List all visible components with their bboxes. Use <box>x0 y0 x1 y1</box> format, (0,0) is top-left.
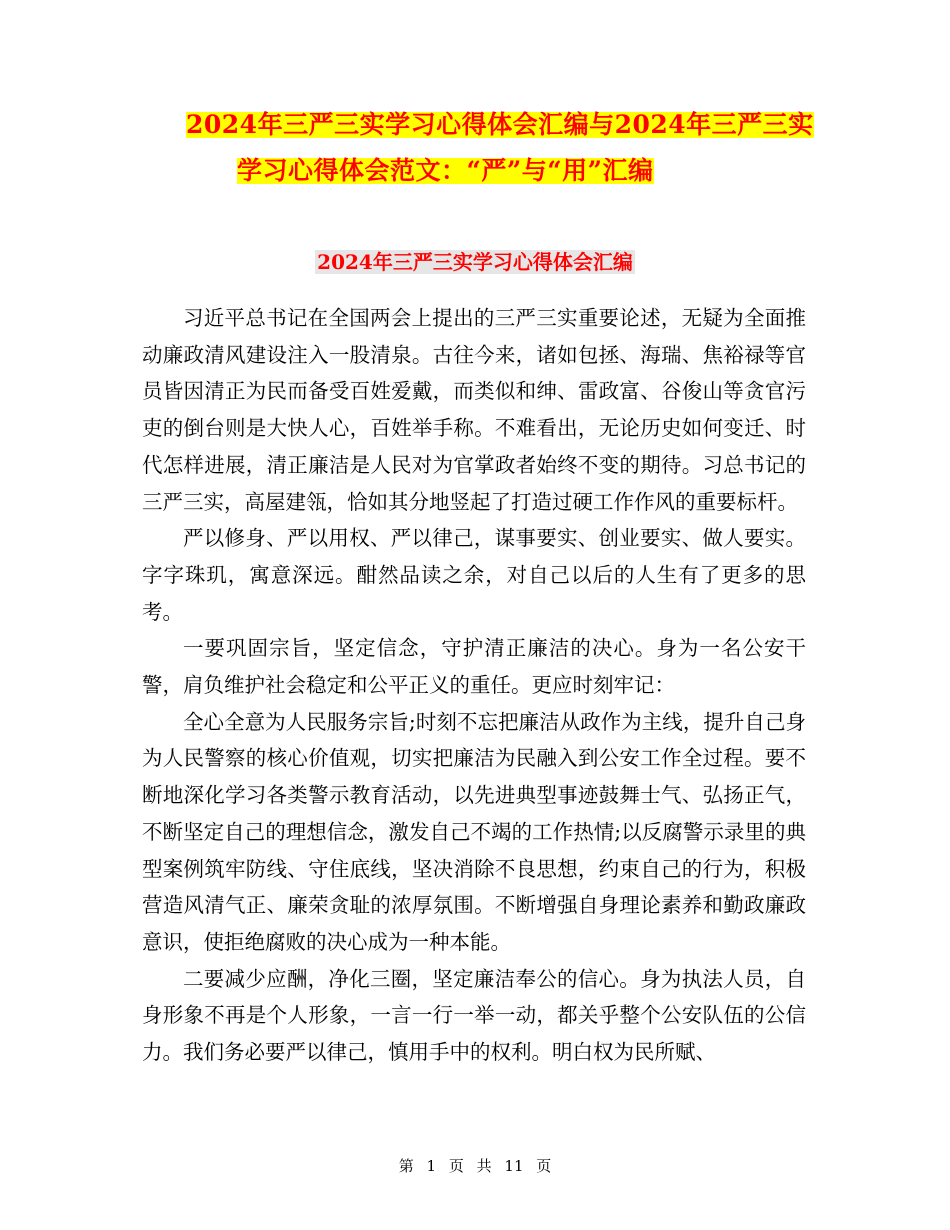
footer-total-unit: 页 <box>536 1157 552 1175</box>
footer-page-label: 第 <box>398 1157 414 1175</box>
footer-total-pages: 11 <box>504 1157 524 1175</box>
title-line-2: 学习心得体会范文：“严”与“用”汇编 <box>237 156 654 185</box>
document-title <box>0 112 950 184</box>
section-heading-text: 2024年三严三实学习心得体会汇编 <box>317 250 633 274</box>
footer-page-number: 1 <box>426 1157 437 1175</box>
paragraph: 全心全意为人民服务宗旨;时刻不忘把廉洁从政作为主线，提升自己身为人民警察的核心价值观，切实把廉洁为民融入到公安工作全过程。要不断地深化学习各类警示教育活动，以先进典型事迹鼓舞士气、弘扬正气，不断坚定自己的理想信念，激发自己不竭的工作热情;以反腐警示录里的典型案例筑牢防线、守住底线，坚决消除不良思想，约束自己的行为，积极营造风清气正、廉荣贪耻的浓厚氛围。不断增强自身理论素养和勤政廉政意识，使拒绝腐败的决心成为一种本能。 <box>142 709 806 954</box>
paragraph: 严以修身、严以用权、严以律己，谋事要实、创业要实、做人要实。字字珠玑，寓意深远。酣然品读之余，对自己以后的人生有了更多的思考。 <box>142 526 806 624</box>
paragraph: 二要减少应酬，净化三圈，坚定廉洁奉公的信心。身为执法人员，自身形象不再是个人形象，一言一行一举一动，都关乎整个公安队伍的公信力。我们务必要严以律己，慎用手中的权利。明白权为民所赋、 <box>142 966 806 1065</box>
footer-total-label: 共 <box>476 1157 492 1175</box>
page-footer <box>0 1155 950 1176</box>
paragraph: 一要巩固宗旨，坚定信念，守护清正廉洁的决心。身为一名公安干警，肩负维护社会稳定和公平正义的重任。更应时刻牢记： <box>142 636 806 698</box>
footer-page-unit: 页 <box>448 1157 464 1175</box>
section-heading <box>0 249 950 275</box>
title-line-1: 2024年三严三实学习心得体会汇编与2024年三严三实 <box>186 110 814 139</box>
document-body <box>142 300 806 1071</box>
paragraph: 习近平总书记在全国两会上提出的三严三实重要论述，无疑为全面推动廉政清风建设注入一股清泉。古往今来，诸如包拯、海瑞、焦裕禄等官员皆因清正为民而备受百姓爱戴，而类似和绅、雷政富、谷俊山等贪官污吏的倒台则是大快人心，百姓举手称。不难看出，无论历史如何变迁、时代怎样进展，清正廉洁是人民对为官掌政者始终不变的期待。习总书记的三严三实，高屋建瓴，恰如其分地竖起了打造过硬工作作风的重要标杆。 <box>142 306 806 514</box>
